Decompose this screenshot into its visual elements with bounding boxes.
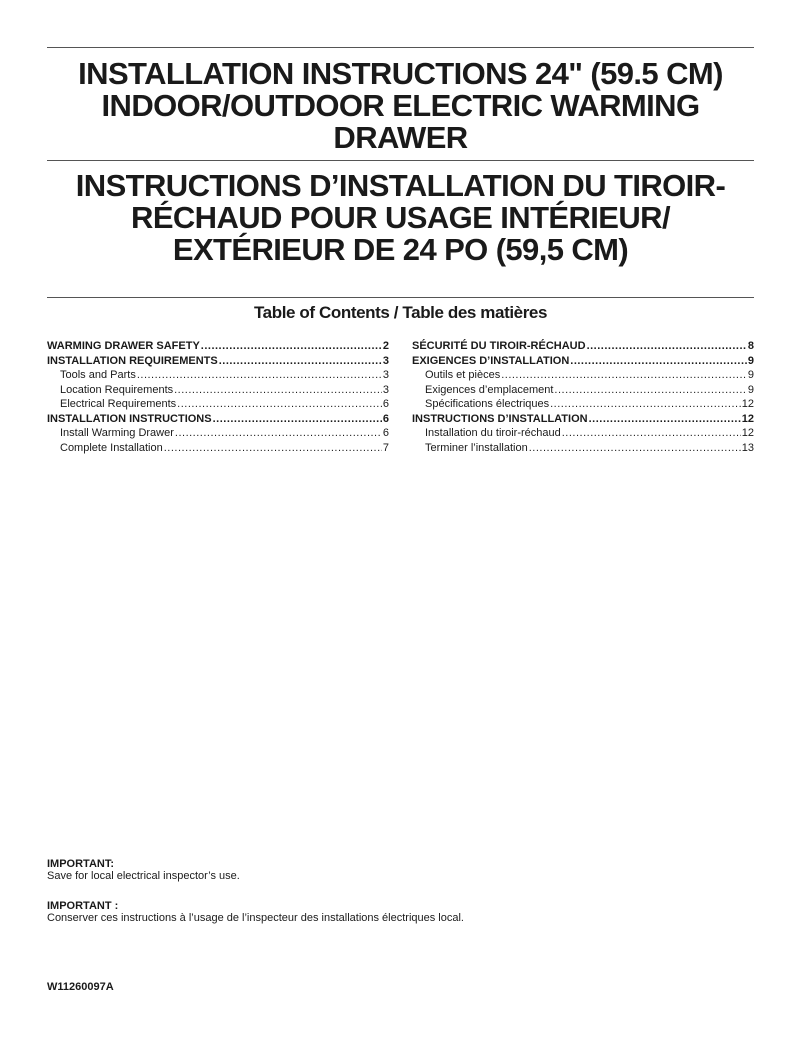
toc-leader-dots	[164, 441, 382, 456]
french-important-text: Conserver ces instructions à l’usage de l’inspecteur des installations électriques local.	[47, 912, 464, 924]
toc-leader-dots	[219, 354, 382, 369]
toc-entry-label: INSTALLATION INSTRUCTIONS	[47, 412, 212, 425]
toc-entry-page: 2	[382, 340, 389, 352]
toc-entry[interactable]	[412, 441, 754, 456]
toc-english-column	[47, 339, 389, 455]
toc-entry[interactable]	[47, 354, 389, 369]
toc-entry-page: 9	[747, 369, 754, 381]
toc-entry[interactable]	[412, 397, 754, 412]
toc-entry-page: 3	[382, 383, 389, 396]
toc-entry[interactable]	[412, 368, 754, 383]
toc-leader-dots	[201, 339, 382, 354]
toc-leader-dots	[529, 441, 741, 456]
toc-entry[interactable]	[412, 412, 754, 427]
toc-entry[interactable]	[412, 383, 754, 398]
french-title-line-3: EXTÉRIEUR DE 24 PO (59,5 CM)	[172, 232, 629, 267]
toc-leader-dots	[174, 383, 382, 398]
toc-leader-dots	[137, 368, 382, 383]
toc-leader-dots	[177, 397, 382, 412]
toc-entry-page: 7	[382, 441, 389, 454]
toc-entry-label: Terminer l’installation	[425, 441, 528, 454]
french-title	[47, 170, 754, 266]
toc-entry-page: 6	[382, 398, 389, 410]
toc-entry-page: 13	[741, 441, 754, 454]
french-title-line-1: INSTRUCTIONS D’INSTALLATION DU TIROIR-	[75, 168, 726, 203]
toc-leader-dots	[562, 426, 741, 441]
toc-entry-page: 6	[382, 427, 389, 439]
english-title-line-1: INSTALLATION INSTRUCTIONS 24" (59.5 CM)	[78, 56, 723, 91]
toc-leader-dots	[175, 426, 382, 441]
toc-entry-label: WARMING DRAWER SAFETY	[47, 340, 200, 352]
toc-leader-dots	[570, 354, 747, 369]
toc-entry-label: Electrical Requirements	[60, 398, 177, 410]
toc-entry-label: Location Requirements	[60, 383, 174, 396]
toc-heading: Table of Contents / Table des matières	[253, 303, 548, 322]
english-title	[47, 58, 754, 154]
top-rule	[47, 47, 754, 48]
toc-entry-label: SÉCURITÉ DU TIROIR-RÉCHAUD	[412, 340, 586, 352]
toc-entry[interactable]	[47, 368, 389, 383]
english-title-line-3: DRAWER	[333, 120, 468, 155]
toc-entry-page: 9	[747, 354, 754, 367]
toc-entry-label: Complete Installation	[60, 441, 163, 454]
toc-entry[interactable]	[47, 441, 389, 456]
english-important-heading: IMPORTANT:	[47, 858, 115, 870]
toc-entry[interactable]	[412, 426, 754, 441]
toc-entry[interactable]	[412, 354, 754, 369]
toc-entry-label: EXIGENCES D’INSTALLATION	[412, 354, 570, 367]
french-important-heading: IMPORTANT :	[47, 900, 119, 912]
toc-entry-page: 6	[382, 412, 389, 425]
toc-french-column	[412, 339, 754, 455]
toc-entry-label: Installation du tiroir-réchaud	[425, 427, 561, 439]
toc-leader-dots	[587, 339, 747, 354]
toc-entry-label: INSTALLATION REQUIREMENTS	[47, 354, 218, 367]
toc-entry-label: Outils et pièces	[425, 369, 501, 381]
toc-entry[interactable]	[47, 383, 389, 398]
toc-leader-dots	[554, 383, 746, 398]
toc-entry-label: Tools and Parts	[60, 369, 136, 381]
toc-entry[interactable]	[47, 397, 389, 412]
toc-entry[interactable]	[47, 412, 389, 427]
toc-top-rule	[47, 297, 754, 298]
document-number: W11260097A	[47, 981, 114, 993]
title-divider-rule	[47, 160, 754, 161]
french-important-note	[47, 900, 464, 924]
toc-entry-page: 8	[747, 340, 754, 352]
toc-entry-page: 12	[741, 412, 754, 425]
toc-entry-page: 9	[747, 383, 754, 396]
toc-entry-label: Spécifications électriques	[425, 398, 550, 410]
toc-entry[interactable]	[47, 339, 389, 354]
toc-entry[interactable]	[412, 339, 754, 354]
english-title-line-2: INDOOR/OUTDOOR ELECTRIC WARMING	[101, 88, 700, 123]
toc-entry-label: INSTRUCTIONS D’INSTALLATION	[412, 412, 588, 425]
toc-leader-dots	[213, 412, 382, 427]
english-important-note	[47, 858, 240, 882]
english-important-text: Save for local electrical inspector’s use.	[47, 870, 240, 882]
toc-entry-page: 3	[382, 369, 389, 381]
toc-entry-label: Exigences d’emplacement	[425, 383, 554, 396]
toc-leader-dots	[589, 412, 741, 427]
toc-entry-page: 12	[741, 427, 754, 439]
french-title-line-2: RÉCHAUD POUR USAGE INTÉRIEUR/	[131, 200, 670, 235]
toc-entry[interactable]	[47, 426, 389, 441]
toc-leader-dots	[501, 368, 747, 383]
toc-leader-dots	[550, 397, 741, 412]
toc-entry-page: 12	[741, 398, 754, 410]
toc-entry-page: 3	[382, 354, 389, 367]
toc-entry-label: Install Warming Drawer	[60, 427, 174, 439]
